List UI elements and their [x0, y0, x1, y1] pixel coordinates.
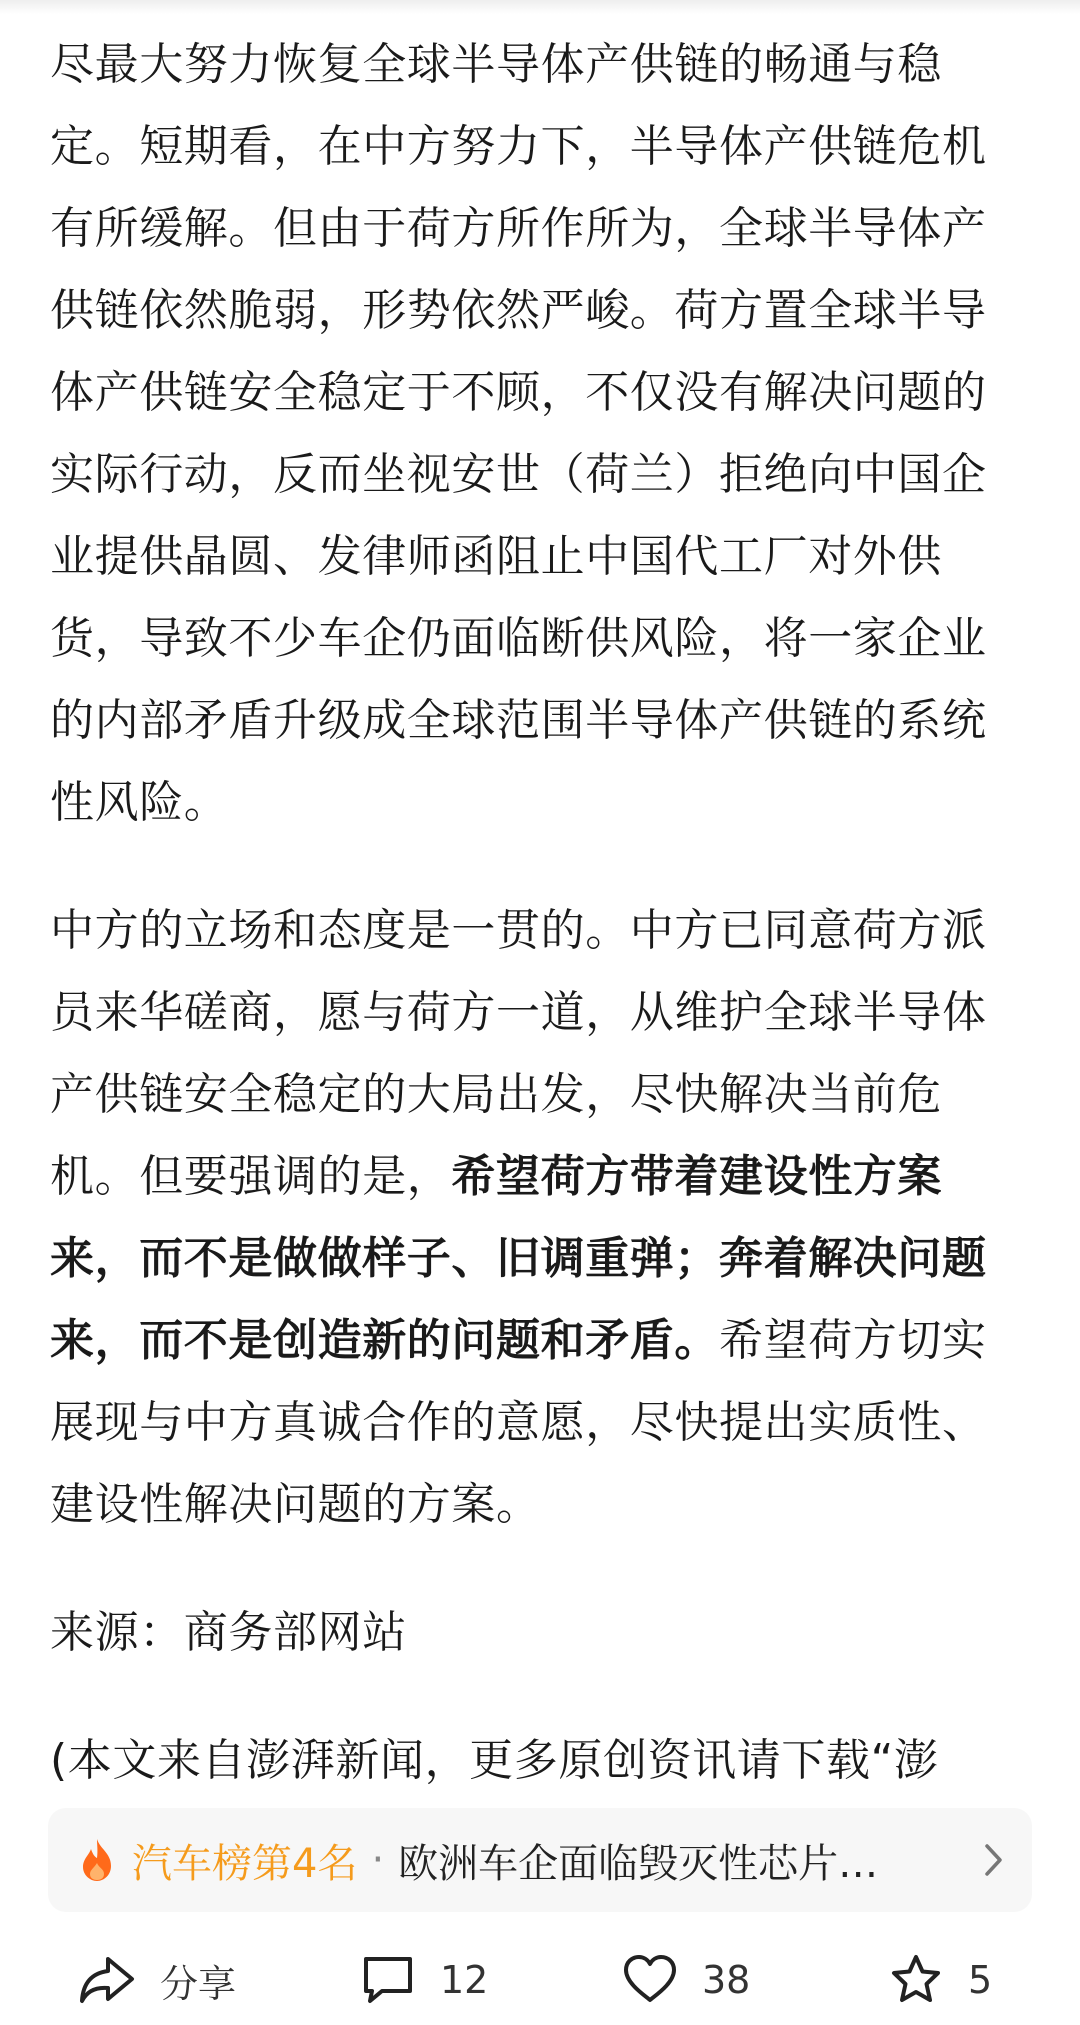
- hot-topic-title: 欧洲车企面临毁灭性芯片…: [398, 1840, 879, 1887]
- hot-ranking-banner[interactable]: [48, 1808, 1032, 1912]
- heart-icon: [622, 1954, 678, 2006]
- star-icon: [888, 1953, 944, 2007]
- favorite-count: 5: [968, 1958, 993, 2002]
- bold-text-segment: 希望荷方带着建设性方案来，而不是做做样子、旧调重弹；奔着解决问题来，而不是创造新的问题和矛盾。: [50, 1151, 987, 1366]
- article-paragraph: [50, 890, 1030, 1546]
- flame-icon: [78, 1837, 116, 1883]
- text-segment: (本文来自澎湃新闻，更多原创资讯请下载“澎: [50, 1735, 939, 1786]
- hot-separator: ·: [371, 1837, 385, 1883]
- text-segment: 中方的立场和态度是一贯的。中方已同意荷方派员来华磋商，愿与荷方一道，从维护全球半导体产供链安全稳定的大局出发，尽快解决当前危机。但要强调的是，: [50, 905, 987, 1202]
- chevron-right-icon: [982, 1840, 1006, 1880]
- bottom-action-bar: [0, 1945, 1080, 2025]
- like-count: 38: [702, 1958, 751, 2002]
- text-segment: 希望荷方切实展现与中方真诚合作的意愿，尽快提出实质性、建设性解决问题的方案。: [50, 1315, 987, 1530]
- like-button[interactable]: [622, 1945, 750, 2015]
- comment-count: 12: [440, 1958, 489, 2002]
- share-label: 分享: [160, 1961, 237, 2006]
- article-paragraph: [50, 1592, 1030, 1674]
- top-edge-shadow: [0, 0, 1080, 14]
- hot-rank-label: 汽车榜第4名: [132, 1840, 358, 1887]
- article-paragraph: [50, 24, 1030, 844]
- share-icon: [78, 1953, 136, 2007]
- favorite-button[interactable]: [888, 1945, 992, 2015]
- article-body: [50, 24, 1030, 1802]
- share-button[interactable]: [78, 1945, 236, 2015]
- comment-icon: [360, 1953, 416, 2007]
- text-segment: 来源：商务部网站: [50, 1607, 407, 1658]
- comment-button[interactable]: [360, 1945, 488, 2015]
- article-paragraph: [50, 1720, 1030, 1802]
- text-segment: 尽最大努力恢复全球半导体产供链的畅通与稳定。短期看，在中方努力下，半导体产供链危机有所缓解。但由于荷方所作所为，全球半导体产供链依然脆弱，形势依然严峻。荷方置全球半导体产供链安全稳定于不顾，不仅没有解决问题的实际行动，反而坐视安世（荷兰）拒绝向中国企业提供晶圆、发律师函阻止中国代工厂对外供货，导致不少车企仍面临断供风险，将一家企业的内部矛盾升级成全球范围半导体产供链的系统性风险。: [50, 39, 987, 828]
